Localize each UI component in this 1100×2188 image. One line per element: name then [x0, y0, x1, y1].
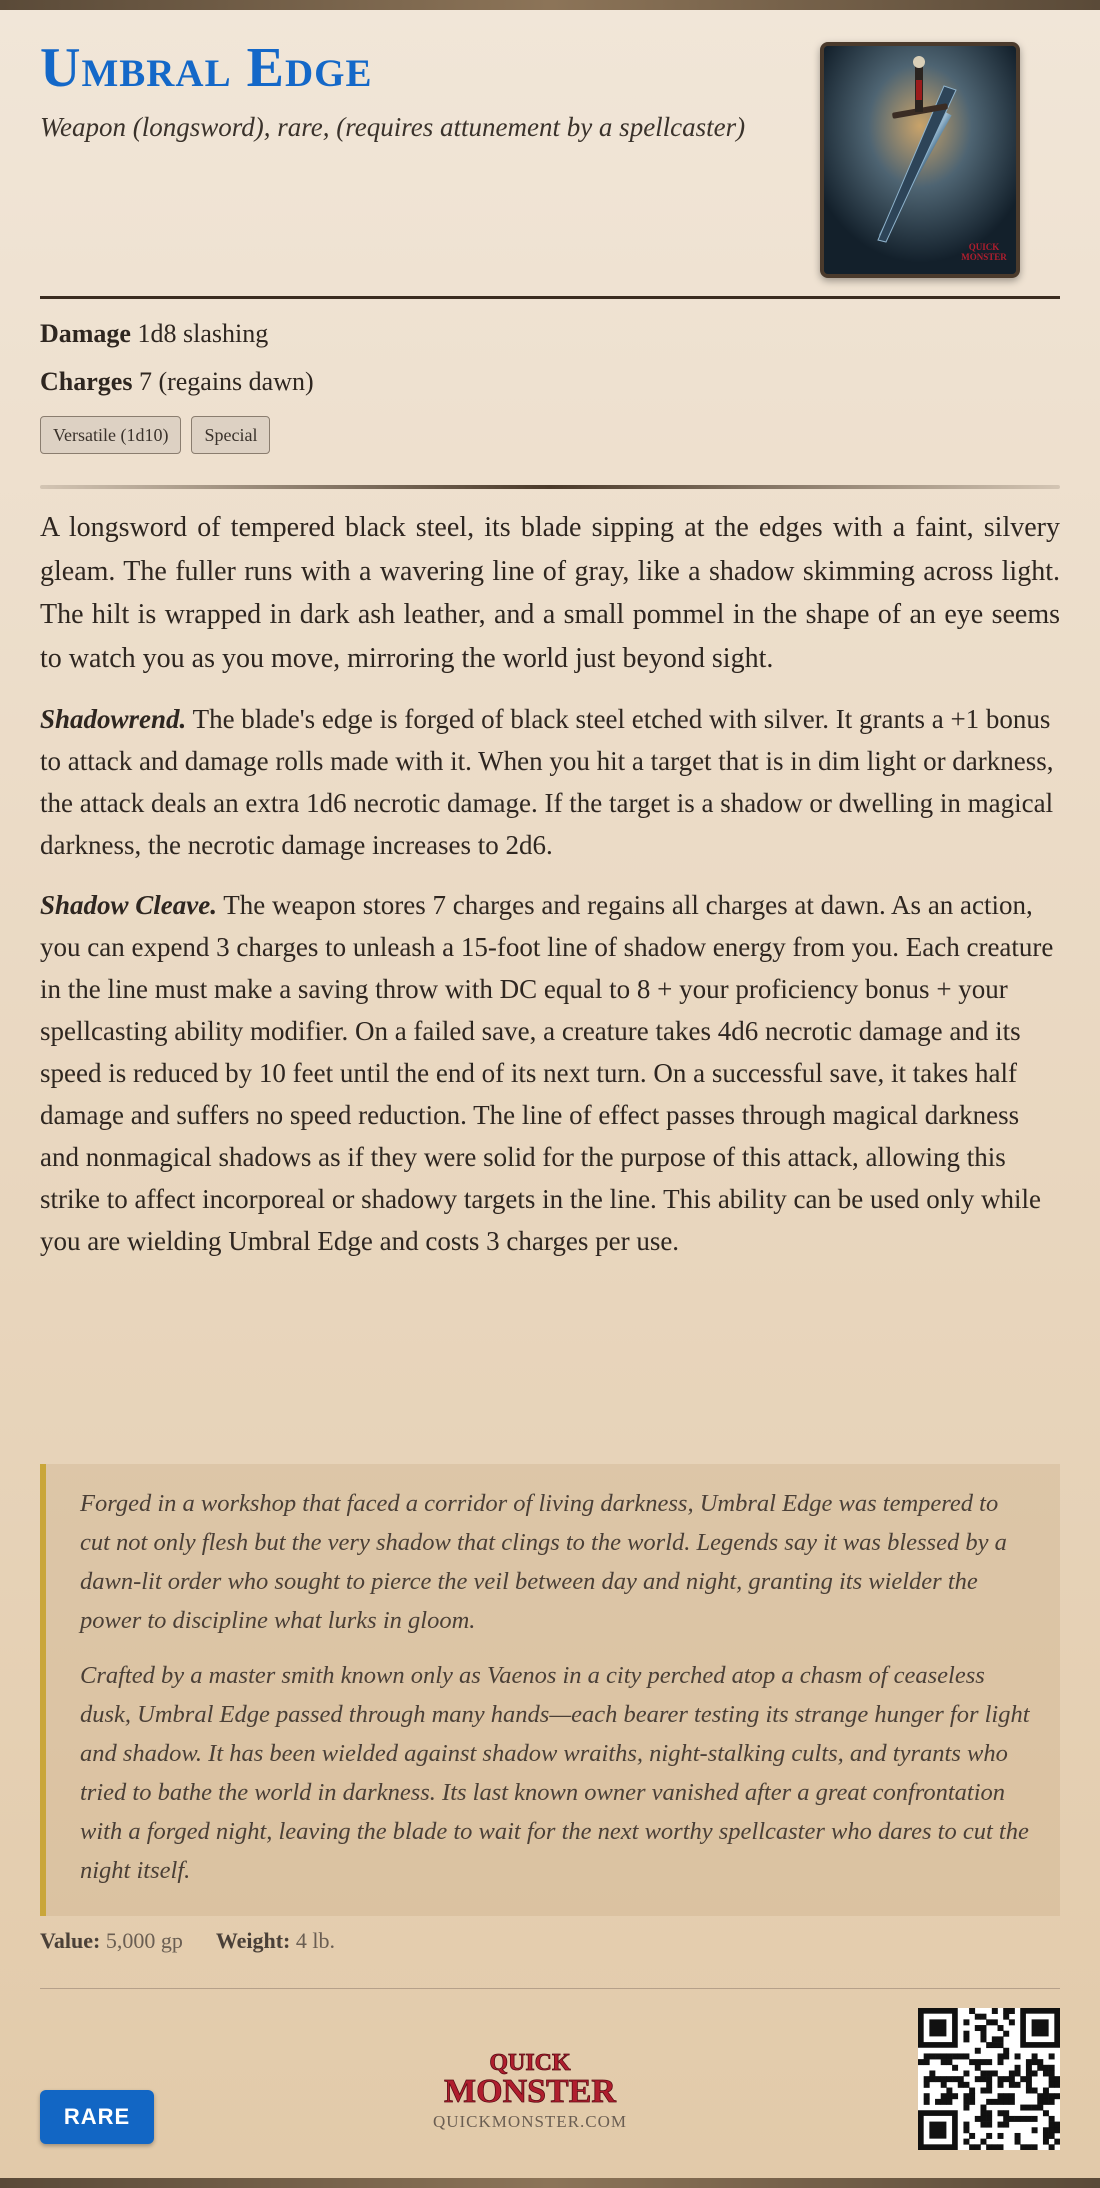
brand-url[interactable]: QUICKMONSTER.COM [432, 2112, 628, 2131]
brand-logo[interactable] [420, 2046, 640, 2132]
rarity-badge[interactable]: RARE [40, 2090, 154, 2144]
lore-paragraph: Crafted by a master smith known only as Vaenos in a city perched atop a chasm of ceaseless dusk, Umbral Edge passed through many hands—each bearer testing its strange hunger for light and shadow. It has been wielded against shadow wraiths, night-stalking cults, and tyrants who tried to bathe the world in darkness. Its last known owner vanished after a great confrontation with a forged night, leaving the blade to wait for the next worthy spellcaster who dares to cut the night itself. [80, 1662, 1030, 1884]
item-subtitle: Weapon (longsword), rare, (requires attunement by a spellcaster) [40, 112, 746, 142]
item-card [40, 10, 1060, 2131]
quick-monster-logo [430, 2046, 630, 2110]
tag-versatile: Versatile (1d10) [40, 416, 181, 454]
charges-value: 7 (regains dawn) [138, 367, 314, 396]
item-image [820, 42, 1020, 278]
value-amount: 5,000 gp [105, 1928, 183, 1953]
stats-divider [40, 485, 1060, 489]
weight-amount: 4 lb. [295, 1928, 335, 1953]
feature-shadow-cleave [40, 884, 1060, 1262]
damage-stat [40, 310, 1060, 358]
brand-line-1: QUICK [489, 2050, 571, 2076]
svg-text:MONSTER: MONSTER [961, 252, 1007, 262]
svg-text:QUICK: QUICK [968, 242, 1000, 252]
item-description [40, 506, 1060, 1262]
value-label: Value: [40, 1928, 101, 1953]
feature-text: The blade's edge is forged of black steel etched with silver. It grants a +1 bonus to attack and damage rolls made with it. When you hit a target that is in dim light or darkness, the attack deals an extra 1d6 necrotic damage. If the target is a shadow or dwelling in magical darkness, the necrotic damage increases to 2d6. [40, 704, 1054, 860]
description-paragraph: A longsword of tempered black steel, its blade sipping at the edges with a faint, silvery gleam. The fuller runs with a wavering line of gray, like a shadow skimming across light. The hilt is wrapped in dark ash leather, and a small pommel in the shape of an eye seems to watch you as you move, mirroring the world just beyond sight. [40, 512, 1060, 674]
item-header [40, 10, 1060, 296]
item-title: Umbral Edge [40, 37, 373, 99]
lore-block [40, 1464, 1060, 1916]
footer-divider [40, 1988, 1060, 1989]
item-stats [40, 310, 1060, 454]
charges-stat [40, 358, 1060, 406]
item-meta [40, 1928, 335, 1954]
damage-label: Damage [40, 319, 131, 348]
qr-code-icon[interactable] [918, 2008, 1060, 2150]
feature-name: Shadow Cleave. [40, 890, 218, 920]
lore-paragraph: Forged in a workshop that faced a corridor of living darkness, Umbral Edge was tempered to cut not only flesh but the very shadow that clings to the world. Legends say it was blessed by a dawn-lit order who sought to pierce the veil between day and night, granting its wielder the power to discipline what lurks in gloom. [80, 1490, 1007, 1634]
property-tags [40, 416, 1060, 454]
feature-shadowrend [40, 698, 1060, 866]
sword-artwork [824, 46, 1016, 274]
weight-label: Weight: [215, 1928, 291, 1953]
top-border [0, 0, 1100, 10]
tag-special: Special [191, 416, 270, 454]
charges-label: Charges [40, 367, 133, 396]
damage-value: 1d8 slashing [137, 319, 269, 348]
header-divider [40, 296, 1060, 299]
qr-code-graphic [918, 2008, 1060, 2150]
bottom-border [0, 2178, 1100, 2188]
card-footer [40, 1990, 1060, 2180]
feature-name: Shadowrend. [40, 704, 187, 734]
brand-line-2: MONSTER [444, 2073, 616, 2110]
feature-text: The weapon stores 7 charges and regains all charges at dawn. As an action, you can expend 3 charges to unleash a 15-foot line of shadow energy from you. Each creature in the line must make a saving throw with DC equal to 8 + your proficiency bonus + your spellcasting ability modifier. On a failed save, a creature takes 4d6 necrotic damage and its speed is reduced by 10 feet until the end of its next turn. On a successful save, it takes half damage and suffers no speed reduction. The line of effect passes through magical darkness and nonmagical shadows as if they were solid for the purpose of this attack, allowing this strike to affect incorporeal or shadowy targets in the line. This ability can be used only while you are wielding Umbral Edge and costs 3 charges per use. [40, 890, 1054, 1256]
